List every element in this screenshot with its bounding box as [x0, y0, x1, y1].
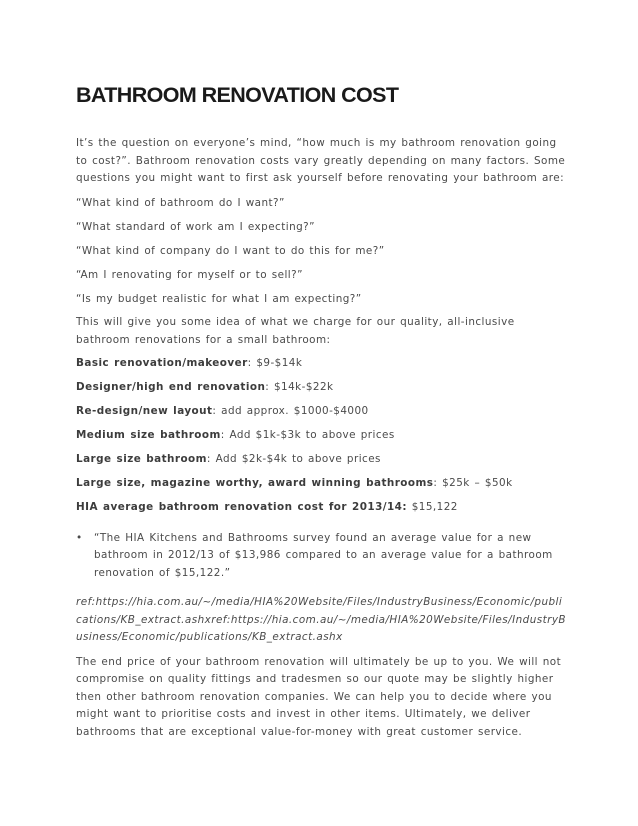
- intro-paragraph: It’s the question on everyone’s mind, “how much is my bathroom renovation going to cost?”. Bathroom renovation costs vary greatly depending on many factors. Some questions you might want to first ask yourself before renovating your bathroom are:: [76, 137, 566, 184]
- price-large: [76, 451, 566, 469]
- price-basic: [76, 355, 566, 373]
- price-magazine: [76, 475, 566, 493]
- price-redesign: [76, 403, 566, 421]
- price-value: : $14k-$22k: [265, 381, 334, 393]
- price-label: Re-design/new layout: [76, 405, 213, 417]
- price-designer: [76, 379, 566, 397]
- question-1: “What kind of bathroom do I want?”: [76, 196, 285, 209]
- hia-average: [76, 499, 566, 517]
- document-page: [76, 82, 566, 741]
- reference-link[interactable]: ref:https://hia.com.au/~/media/HIA%20Website/Files/IndustryBusiness/Economic/publications/KB_extract.ashxref:https://hia.com.au/~/media/HIA%20Website/Files/IndustryBusiness/Economic/publications/KB_extract.ashx: [76, 596, 567, 643]
- question-5: “Is my budget realistic for what I am expecting?”: [76, 292, 362, 305]
- question-2: “What standard of work am I expecting?”: [76, 220, 315, 233]
- price-label: Medium size bathroom: [76, 429, 221, 441]
- page-title: BATHROOM RENOVATION COST: [76, 83, 399, 107]
- question-4: “Am I renovating for myself or to sell?”: [76, 268, 303, 281]
- price-value: : $25k – $50k: [433, 477, 513, 489]
- price-label: Designer/high end renovation: [76, 381, 266, 393]
- hia-label: HIA average bathroom renovation cost for 2013/14:: [76, 501, 407, 513]
- bullet-item: [76, 530, 566, 583]
- price-label: Basic renovation/makeover: [76, 357, 248, 369]
- price-value: : Add $2k-$4k to above prices: [206, 453, 381, 465]
- price-label: Large size, magazine worthy, award winning bathrooms: [76, 477, 434, 489]
- price-label: Large size bathroom: [76, 453, 207, 465]
- bullet-icon: •: [76, 531, 83, 544]
- price-value: : add approx. $1000-$4000: [212, 405, 369, 417]
- bullet-quote: “The HIA Kitchens and Bathrooms survey found an average value for a new bathroom in 2012/13 of $13,986 compared to an average value for a bathroom renovation of $15,122.”: [94, 531, 553, 579]
- closing-paragraph: The end price of your bathroom renovation will ultimately be up to you. We will not compromise on quality fittings and tradesmen so our quote may be slightly higher then other bathroom renovation companies. We can help you to decide where you might want to prioritise costs and invest in other items. Ultimately, we deliver bathrooms that are exceptional value-for-money with great customer service.: [76, 655, 562, 738]
- price-value: : Add $1k-$3k to above prices: [220, 429, 395, 441]
- price-value: : $9-$14k: [247, 357, 303, 369]
- hia-value: $15,122: [406, 501, 458, 513]
- price-medium: [76, 427, 566, 445]
- question-3: “What kind of company do I want to do this for me?”: [76, 244, 385, 257]
- pricing-lead-paragraph: This will give you some idea of what we charge for our quality, all-inclusive bathroom renovations for a small bathroom:: [76, 316, 515, 346]
